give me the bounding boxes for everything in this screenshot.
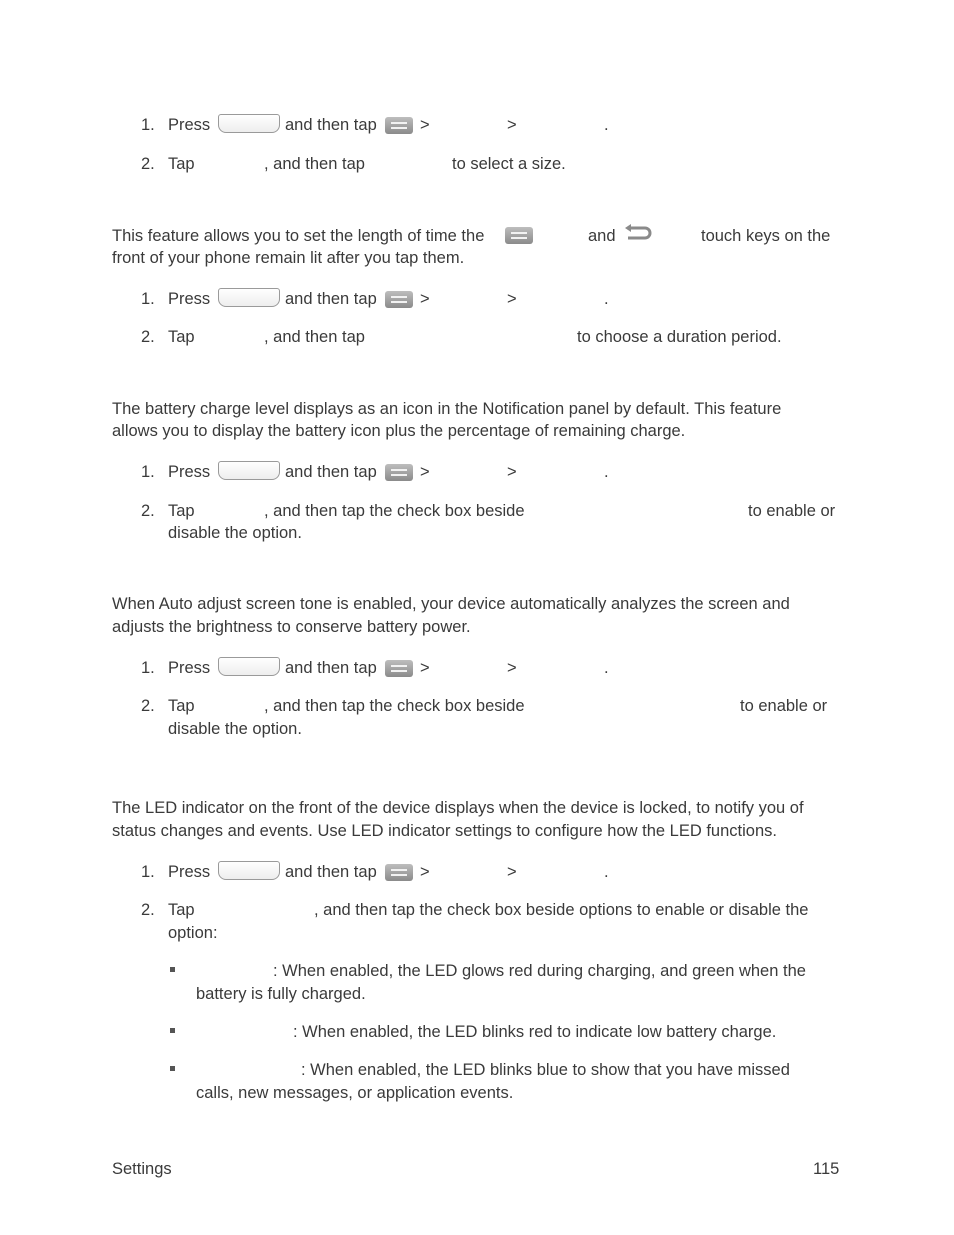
bullet-icon — [170, 1066, 175, 1071]
bullet-text: : When enabled, the LED glows red during charging, and green when the — [273, 962, 806, 980]
instruction-text: to enable or — [740, 697, 828, 715]
instruction-text: disable the option. — [168, 524, 302, 542]
home-key-icon — [218, 657, 280, 676]
menu-key-icon — [385, 117, 413, 134]
instruction-text: Press — [168, 863, 211, 881]
footer-section-title: Settings — [112, 1160, 172, 1178]
period-text: . — [604, 116, 609, 134]
instruction-text: and then tap — [285, 290, 377, 308]
bullet-text: battery is fully charged. — [196, 985, 366, 1003]
instruction-text: option: — [168, 924, 218, 942]
step-number: 2. — [141, 328, 155, 346]
separator-text: > — [420, 463, 430, 481]
instruction-text: , and then tap — [264, 328, 365, 346]
bullet-text: calls, new messages, or application events. — [196, 1084, 514, 1102]
menu-key-icon — [505, 227, 533, 244]
period-text: . — [604, 290, 609, 308]
bullet-icon — [170, 1028, 175, 1033]
instruction-text: , and then tap the check box beside — [264, 697, 525, 715]
step-number: 1. — [141, 116, 155, 134]
instruction-text: , and then tap the check box beside options to enable or disable the — [314, 901, 809, 919]
menu-key-icon — [385, 291, 413, 308]
menu-key-icon — [385, 660, 413, 677]
separator-text: > — [420, 290, 430, 308]
paragraph-text: When Auto adjust screen tone is enabled, your device automatically analyzes the screen and — [112, 595, 790, 613]
instruction-text: and then tap — [285, 463, 377, 481]
separator-text: > — [507, 463, 517, 481]
instruction-text: , and then tap — [264, 155, 365, 173]
separator-text: > — [420, 863, 430, 881]
instruction-text: Press — [168, 116, 211, 134]
step-number: 1. — [141, 863, 155, 881]
step-number: 2. — [141, 697, 155, 715]
step-number: 1. — [141, 463, 155, 481]
separator-text: > — [507, 116, 517, 134]
paragraph-text: The LED indicator on the front of the device displays when the device is locked, to notify you of — [112, 799, 804, 817]
instruction-text: disable the option. — [168, 720, 302, 738]
paragraph-text: allows you to display the battery icon plus the percentage of remaining charge. — [112, 422, 686, 440]
paragraph-text: adjusts the brightness to conserve battery power. — [112, 618, 471, 636]
bullet-text: : When enabled, the LED blinks red to indicate low battery charge. — [293, 1023, 777, 1041]
period-text: . — [604, 659, 609, 677]
instruction-text: to choose a duration period. — [577, 328, 782, 346]
paragraph-text: The battery charge level displays as an icon in the Notification panel by default. This feature — [112, 400, 782, 418]
home-key-icon — [218, 114, 280, 133]
home-key-icon — [218, 288, 280, 307]
instruction-text: Press — [168, 659, 211, 677]
instruction-text: , and then tap the check box beside — [264, 502, 525, 520]
instruction-text: to enable or — [748, 502, 836, 520]
separator-text: > — [507, 863, 517, 881]
instruction-text: Tap — [168, 901, 195, 919]
footer-page-number: 115 — [813, 1160, 840, 1178]
instruction-text: to select a size. — [452, 155, 566, 173]
paragraph-text: touch keys on the — [701, 227, 831, 245]
menu-key-icon — [385, 864, 413, 881]
instruction-text: and then tap — [285, 863, 377, 881]
step-number: 2. — [141, 155, 155, 173]
period-text: . — [604, 863, 609, 881]
menu-key-icon — [385, 464, 413, 481]
step-number: 2. — [141, 502, 155, 520]
separator-text: > — [507, 659, 517, 677]
home-key-icon — [218, 861, 280, 880]
paragraph-text: front of your phone remain lit after you tap them. — [112, 249, 465, 267]
instruction-text: Tap — [168, 697, 195, 715]
instruction-text: Press — [168, 290, 211, 308]
instruction-text: and then tap — [285, 116, 377, 134]
step-number: 2. — [141, 901, 155, 919]
step-number: 1. — [141, 290, 155, 308]
paragraph-text: and — [588, 227, 616, 245]
instruction-text: Press — [168, 463, 211, 481]
period-text: . — [604, 463, 609, 481]
home-key-icon — [218, 461, 280, 480]
bullet-icon — [170, 967, 175, 972]
separator-text: > — [507, 290, 517, 308]
instruction-text: Tap — [168, 502, 195, 520]
separator-text: > — [420, 659, 430, 677]
paragraph-text: This feature allows you to set the length of time the — [112, 227, 485, 245]
instruction-text: and then tap — [285, 659, 377, 677]
paragraph-text: status changes and events. Use LED indicator settings to configure how the LED functions. — [112, 822, 777, 840]
bullet-text: : When enabled, the LED blinks blue to show that you have missed — [301, 1061, 790, 1079]
step-number: 1. — [141, 659, 155, 677]
separator-text: > — [420, 116, 430, 134]
instruction-text: Tap — [168, 328, 195, 346]
back-key-icon — [622, 224, 652, 244]
instruction-text: Tap — [168, 155, 195, 173]
